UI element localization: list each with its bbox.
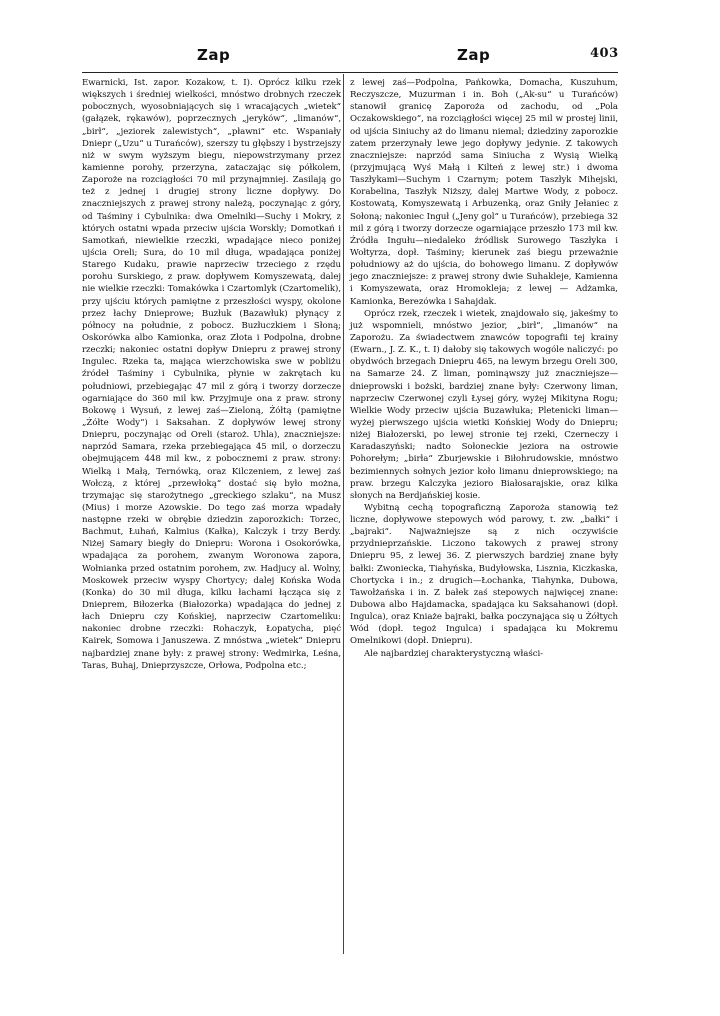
right-paragraph-3: Wybitną cechą topograficzną Zaporoża stanowią też liczne, dopływowe stepowych wód parowy, t. zw. „bałki“ i „bajraki“. Najważniejsze są z nich oczywiście przydnieprzańskie. Liczono takowych z prawej strony Dniepru 95, z lewej 36. Z pierwszych bardziej znane były bałki: Zwoniecka, Tiahyńska, Budyłowska, Lisznia, Kiczkaska, Chortycka i in.; z drugich—Łochanka, Tiahynka, Dubowa, Tawołżańska i in. Z bałek zaś stepowych najwięcej znane: Dubowa albo Hajdamacka, spadająca ku Saksahanowi (dopł. Ingulca), oraz Kniaże bajraki, bałka poczynająca się u Żółtych Wód (dopł. tegoż Ingulca) i spadająca ku Mokremu Omelnikowi (dopł. Dniepru). [350, 502, 618, 647]
left-column-text: Ewarnicki, Ist. zapor. Kozakow, t. I). Oprócz kilku rzek większych i średniej wielkości, mnóstwo drobnych rzeczek pobocznych, wyosobniających się i wracających „wietek“ (gałązek, rękawów), poprzecznych „jeryków“, „limanów“, „birł“, „jeziorek zalewistych“, „pławni“ etc. Wspaniały Dniepr („Uzu“ u Turańców), szerszy tu głębszy i bystrzejszy niż w swym wyższym biegu, niepowstrzymany przez kamienne porohy, przerzyna, zataczając się półkolem, Zaporoże na rozciągłości 70 mil przynajmniej. Zasilają go też z jednej i drugiej strony liczne dopływy. Do znaczniejszych z prawej strony należą, poczynając z góry, od Taśminy i Cybulnika: dwa Omelniki—Suchy i Mokry, z których ostatni wpada przeciw ujścia Worskly; Domotkań i Samotkań, niewielkie rzeczki, wpadające nieco poniżej ujścia Oreli; Sura, do 10 mil długa, wpadająca poniżej Starego Kudaku, prawie naprzeciw trzeciego z rzędu porohu Surskiego, z praw. dopływem Komyszewatą, dalej nie wielkie rzeczki: Tomakówka i Czartomlyk (Czartomelik), przy ujściu których pamiętne z przeszłości wyspy, okolone przez łachy Dnieprowe; Buzłuk (Bazawłuk) płynący z północy na południe, z pobocz. Buzłuczkiem i Słoną; Oskorówka albo Kamionka, oraz Złota i Podpolna, drobne rzeczki; nakoniec ostatni dopływ Dniepru z prawej strony Ingulec. Rzeka ta, mająca wierzchowiska swe w pobliżu źródeł Taśminy i Cybulnika, płynie w zakrętach ku południowi, przebiegając 47 mil z górą i tworzy dorzecze ogarniające do 360 mil kw. Przyjmuje ona z praw. strony Bokowę i Wysuń, z lewej zaś—Zieloną, Żółtą (pamiętne „Żółte Wody“) i Saksahan. Z dopływów lewej strony Dniepru, poczynając od Oreli (staroż. Uhla), znaczniejsze: naprzód Samara, rzeka przebiegająca 45 mil, o dorzeczu obejmującem 448 mil kw., z pobocznemi z praw. strony: Wielką i Małą, Ternówką, oraz Kilczeniem, z lewej zaś Wołczą, z której „przewłoką“ dostać się było można, trzymając się starożytnego „greckiego szlaku“, na Musz (Mius) i morze Azowskie. Do tego zaś morza wpadały następne rzeki w obrębie dziedzin zaporozkich: Torzec, Bachmut, Łuhań, Kalmius (Kałka), Kalczyk i trzy Berdy. Niżej Samary biegły do Dniepru: Worona i Osokorówka, wpadająca za porohem, zwanym Woronowa zapora, Wołnianka przed ostatnim porohem, zw. Hadjucy al. Wolny, Moskowek przeciw wyspy Chortycy; dalej Końska Woda (Konka) do 30 mil długa, kilku łachami łącząca się z Dnieprem, Biłozerka (Białozorka) wpadająca do jednej z łach Dniepru czy Końskiej, naprzeciw Czartomeliku: nakoniec drobne rzeczki: Rohaczyk, Łopatycha, pięć Kairek, Somowa i Januszewa. Z mnóstwa „wietek“ Dniepru najbardziej znane były: z prawej strony: Wedmirka, Leśna, Taras, Buhaj, Dnieprzyszcze, Orłowa, Podpolna etc.; [82, 78, 341, 671]
left-column [82, 77, 341, 672]
page-number: 403 [590, 46, 619, 61]
running-head-left: Zap [197, 46, 231, 64]
header-rule [82, 72, 618, 73]
right-column [350, 77, 618, 660]
right-paragraph-1: z lewej zaś—Podpolna, Pańkowka, Domacha, Kuszuhum, Reczyszcze, Muzurman i in. Boh („Ak-su“ u Turańców) stanowił granicę Zaporoża od zachodu, od „Pola Oczakowskiego“, na rozciągłości więcej 25 mil w prostej linii, od ujścia Siniuchy aż do limanu niemal; dziedziny zaporozkie zatem przerzynały lewe jego dopływy jedynie. Z takowych znaczniejsze: naprzód sama Siniucha z Wysią Wielką (przyjmującą Wyś Małą i Kilteń z lewej str.) i dwoma Taszłykami—Suchym i Czarnym; potem Taszłyk Mihejski, Korabelina, Taszłyk Niższy, dalej Martwe Wody, z pobocz. Kostowatą, Komyszewatą i Arbuzenką, oraz Gniły Jełaniec z Sołoną; nakoniec Inguł („Jeny gol“ u Turańców), przebiega 32 mil z górą i tworzy dorzecze ogarniające przeszło 173 mil kw. Źródła Ingułu—niedaleko źródlisk Surowego Taszłyka i Wołtyrza, dopł. Taśminy; kierunek zaś biegu przeważnie południowy aż do ujścia, do bohowego limanu. Z dopływów jego znaczniejsze: z prawej strony dwie Suhakleje, Kamienna i Komyszewata, oraz Hromokleja; z lewej — Adżamka, Kamionka, Berezówka i Sahajdak. [350, 78, 618, 307]
column-separator [343, 74, 344, 954]
running-head-right: Zap [457, 46, 491, 64]
right-paragraph-4: Ale najbardziej charakterystyczną właści- [364, 648, 544, 659]
right-paragraph-2: Oprócz rzek, rzeczek i wietek, znajdowało się, jakeśmy to już wspomnieli, mnóstwo jezior, „birł“, „limanów“ na Zaporożu. Za świadectwem znawców topografii tej krainy (Ewarn., J. Z. K., t. I) dałoby się takowych wogóle naliczyć: po obydwóch brzegach Dniepru 465, na lewym brzegu Oreli 300, na Samarze 24. Z liman, pominąwszy już znaczniejsze—dnieprowski i bożski, bardziej znane były: Czerwony liman, naprzeciw Czerwonej czyli Łysej góry, wyżej Mikityna Rogu; Wielkie Wody przeciw ujścia Buzawłuka; Pletenicki liman—wyżej pierwszego ujścia wietki Końskiej Wody do Dniepru; niżej Białozerski, po lewej stronie tej rzeki, Czerneczy i Karadaszyński; nadto Sołoneckie jeziora na ostrowie Pohorełym; „birła“ Zburjewskie i Biłohrudowskie, mnóstwo bezimiennych sołnych jezior koło limanu dnieprowskiego; na praw. brzegu Kalczyka jezioro Białosarajskie, oraz kilka słonych na Berdjańskiej kosie. [350, 308, 618, 501]
